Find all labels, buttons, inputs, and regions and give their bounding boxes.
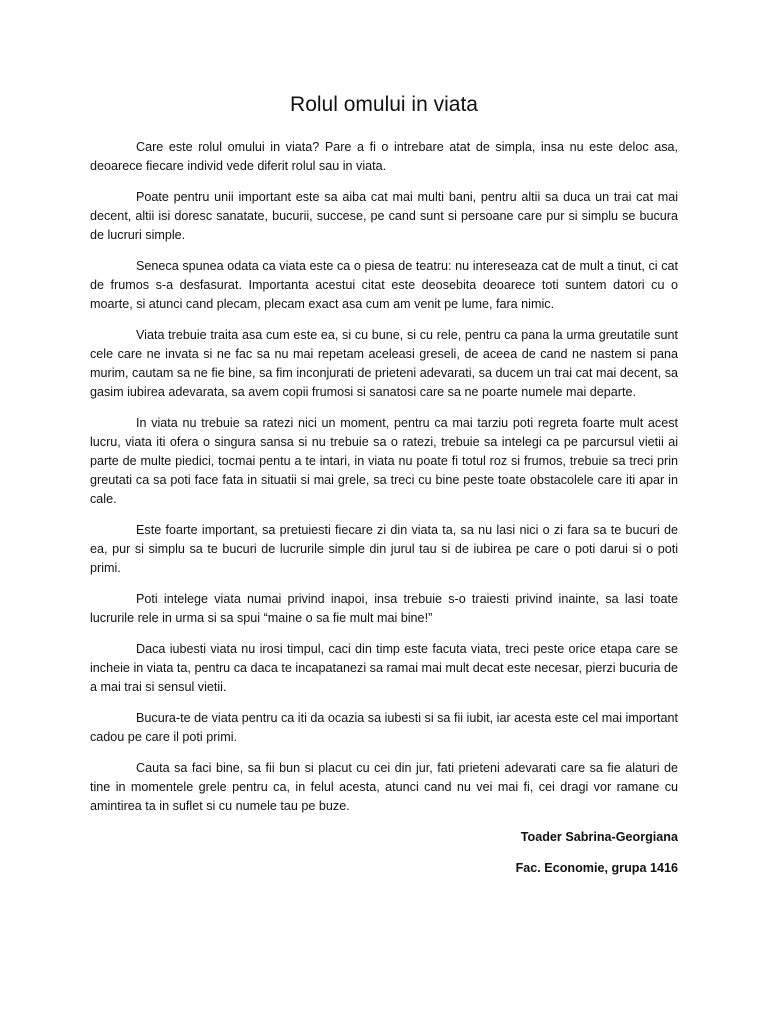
author-name: Toader Sabrina-Georgiana <box>520 830 678 844</box>
paragraph-2: Poate pentru unii important este sa aiba cat mai multi bani, pentru altii sa duca un trai cat mai decent, altii isi doresc sanatate, bucurii, succese, pe cand sunt si persoane care pur si simplu se bucura de lucruri simple. <box>90 190 678 242</box>
paragraph-5: In viata nu trebuie sa ratezi nici un moment, pentru ca mai tarziu poti regreta foarte mult acest lucru, viata iti ofera o singura sansa si nu trebuie sa o ratezi, trebuie sa intelegi ca pe parcursul vietii ai parte de multe piedici, tocmai pentu a te intari, in viata nu poate fi totul roz si frumos, trebuie sa treci prin greutati ca sa poti face fata in situatii si mai grele, sa treci cu bine peste toate obstacolele care iti apar in cale. <box>90 416 678 506</box>
author-affiliation: Fac. Economie, grupa 1416 <box>515 861 678 875</box>
paragraph-9: Bucura-te de viata pentru ca iti da ocazia sa iubesti si sa fii iubit, iar acesta este cel mai important cadou pe care il poti primi. <box>90 711 678 744</box>
paragraph-10: Cauta sa faci bine, sa fii bun si placut cu cei din jur, fati prieteni adevarati care sa fie alaturi de tine in momentele grele pentru ca, in felul acesta, atunci cand nu vei mai fi, cei dragi vor ramane cu amintirea ta in suflet si cu numele tau pe buze. <box>90 761 678 813</box>
document-title: Rolul omului in viata <box>290 93 478 116</box>
paragraph-3: Seneca spunea odata ca viata este ca o piesa de teatru: nu intereseaza cat de mult a tinut, ci cat de frumos s-a desfasurat. Importanta acestui citat este deosebita deoarece toti suntem datori cu o moarte, si atunci cand plecam, plecam exact asa cum am venit pe lume, fara nimic. <box>90 259 678 311</box>
paragraph-8: Daca iubesti viata nu irosi timpul, caci din timp este facuta viata, treci peste orice etapa care se incheie in viata ta, pentru ca daca te incapatanezi sa ramai mai mult decat este necesar, pierzi bucuria de a mai trai si sensul vietii. <box>90 642 678 694</box>
paragraph-1: Care este rolul omului in viata? Pare a fi o intrebare atat de simpla, insa nu este deloc asa, deoarece fiecare individ vede diferit rolul sau in viata. <box>90 140 678 173</box>
paragraph-6: Este foarte important, sa pretuiesti fiecare zi din viata ta, sa nu lasi nici o zi fara sa te bucuri de ea, pur si simplu sa te bucuri de lucrurile simple din jurul tau si de iubirea pe care o poti darui si o poti primi. <box>90 523 678 575</box>
document-page <box>90 92 678 890</box>
paragraph-7: Poti intelege viata numai privind inapoi, insa trebuie s-o traiesti privind inainte, sa lasi toate lucrurile rele in urma si sa spui “maine o sa fie mult mai bine!” <box>90 592 678 625</box>
paragraph-4: Viata trebuie traita asa cum este ea, si cu bune, si cu rele, pentru ca pana la urma greutatile sunt cele care ne invata si ne fac sa nu mai repetam aceleasi greseli, de aceea de cand ne nastem si pana murim, cautam sa ne fie bine, sa fim inconjurati de prieteni adevarati, sa ducem un trai cat mai decent, sa gasim iubirea adevarata, sa avem copii frumosi si sanatosi care sa ne poarte numele mai departe. <box>90 328 678 399</box>
